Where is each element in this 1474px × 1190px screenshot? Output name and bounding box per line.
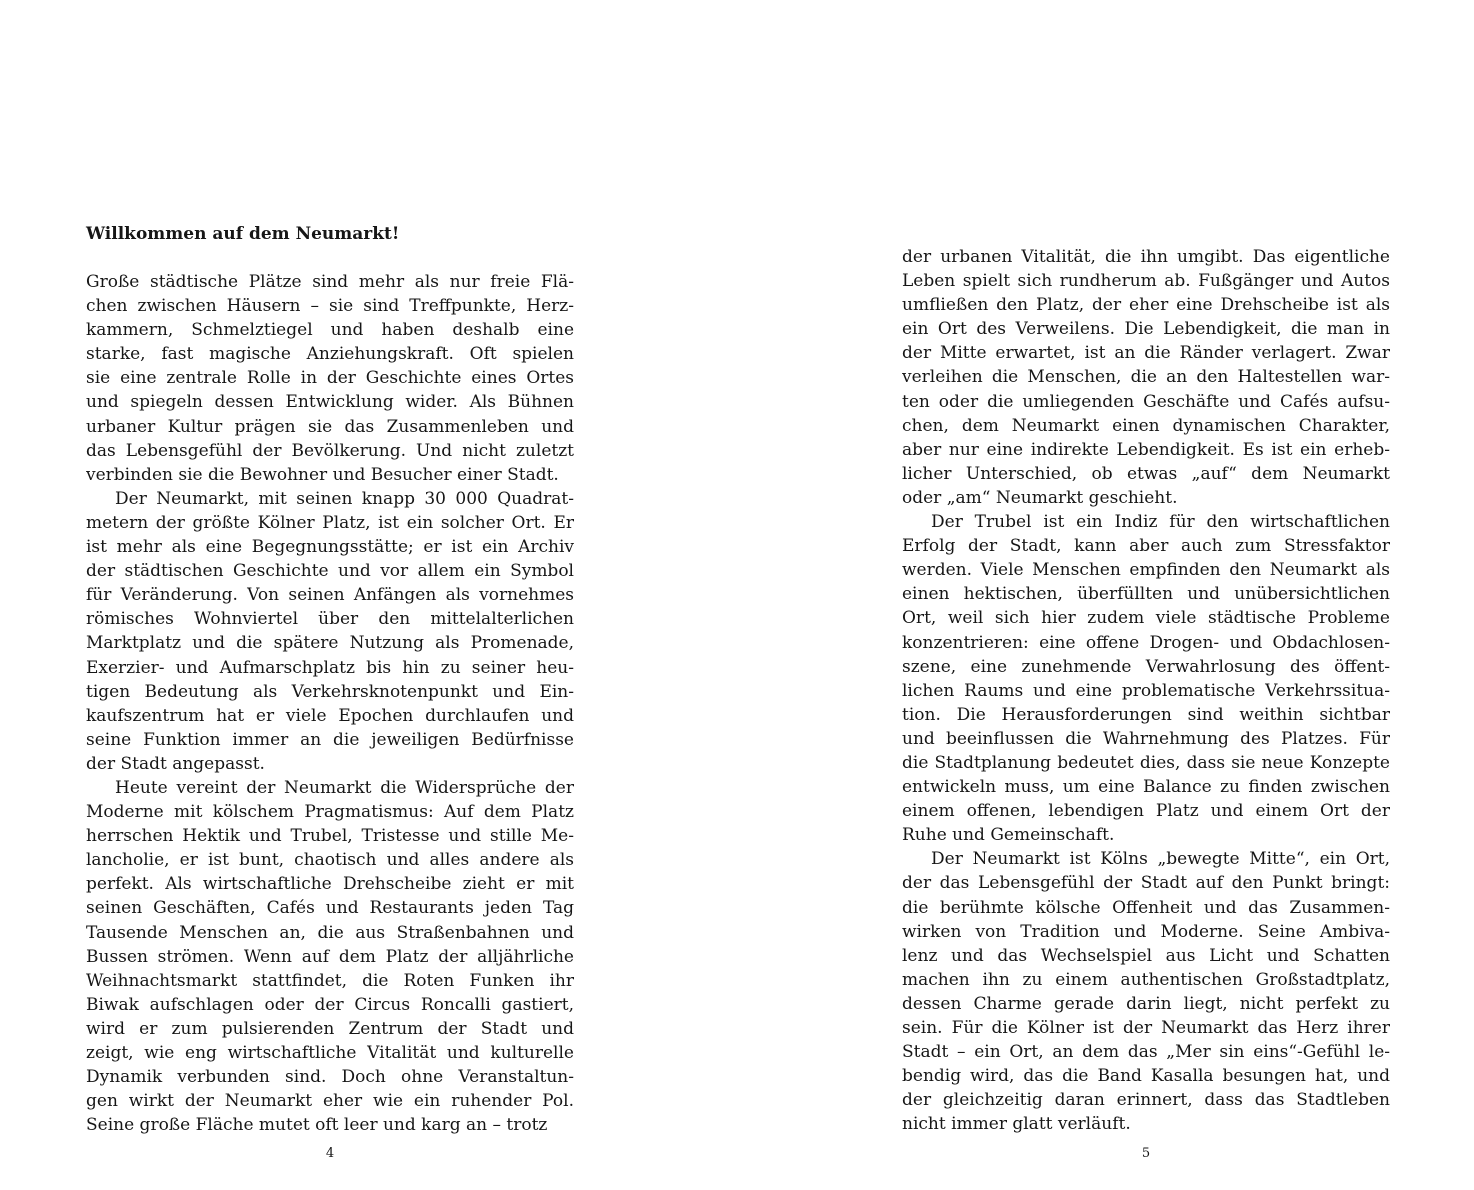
paragraph — [86, 776, 574, 1137]
text-line: Exerzier- und Aufmarschplatz bis hin zu seiner heu- — [86, 657, 574, 678]
text-line: der städtischen Geschichte und vor allem ein Symbol — [86, 561, 574, 582]
text-line: aber nur eine indirekte Lebendigkeit. Es ist ein erheb- — [902, 439, 1390, 460]
paragraph — [86, 270, 574, 487]
text-line: kammern, Schmelztiegel und haben deshalb eine — [86, 320, 574, 341]
text-line: Bussen strömen. Wenn auf dem Platz der alljährliche — [86, 946, 574, 967]
text-line: herrschen Hektik und Trubel, Tristesse und stille Me- — [86, 826, 574, 847]
text-line: szene, eine zunehmende Verwahrlosung des öffent- — [902, 656, 1390, 677]
text-line: dessen Charme gerade darin liegt, nicht perfekt zu — [902, 993, 1390, 1014]
text-line: die Stadtplanung bedeutet dies, dass sie neue Konzepte — [902, 752, 1390, 773]
text-line: umfließen den Platz, der eher eine Drehscheibe ist als — [902, 295, 1390, 316]
text-line: und spiegeln dessen Entwicklung wider. Als Bühnen — [86, 392, 574, 413]
text-line: Seine große Fläche mutet oft leer und karg an – trotz — [86, 1115, 548, 1136]
paragraph — [902, 510, 1390, 847]
text-line: entwickeln muss, um eine Balance zu finden zwischen — [902, 777, 1390, 798]
text-line: urbaner Kultur prägen sie das Zusammenleben und — [86, 416, 574, 437]
text-line: nicht immer glatt verläuft. — [902, 1114, 1131, 1135]
text-line: Erfolg der Stadt, kann aber auch zum Stressfaktor — [902, 536, 1390, 557]
text-line: Biwak aufschlagen oder der Circus Roncalli gastiert, — [86, 994, 574, 1015]
text-line: Der Neumarkt, mit seinen knapp 30 000 Quadrat- — [115, 488, 574, 509]
text-line: Moderne mit kölschem Pragmatismus: Auf dem Platz — [86, 802, 574, 823]
text-line: Marktplatz und die spätere Nutzung als Promenade, — [86, 633, 574, 654]
paragraph — [902, 245, 1390, 510]
right-page — [737, 0, 1474, 1190]
text-line: römisches Wohnviertel über den mittelalterlichen — [86, 609, 574, 630]
text-line: ten oder die umliegenden Geschäfte und Cafés aufsu- — [902, 391, 1390, 412]
text-line: oder „am“ Neumarkt geschieht. — [902, 487, 1178, 508]
text-line: lichen Raums und eine problematische Verkehrssitua- — [902, 680, 1390, 701]
text-line: chen zwischen Häusern – sie sind Treffpunkte, Herz- — [86, 296, 574, 317]
text-line: konzentrieren: eine offene Drogen- und Obdachlosen- — [902, 632, 1390, 653]
text-line: für Veränderung. Von seinen Anfängen als vornehmes — [86, 585, 574, 606]
text-line: Der Neumarkt ist Kölns „bewegte Mitte“, ein Ort, — [931, 849, 1390, 870]
chapter-heading: Willkommen auf dem Neumarkt! — [86, 224, 400, 244]
text-line: der urbanen Vitalität, die ihn umgibt. Das eigentliche — [902, 247, 1390, 267]
left-text-column — [86, 270, 574, 1137]
text-line: bendig wird, das die Band Kasalla besungen hat, und — [902, 1066, 1390, 1087]
text-line: starke, fast magische Anziehungskraft. Oft spielen — [86, 344, 574, 365]
text-line: einem offenen, lebendigen Platz und einem Ort der — [902, 801, 1390, 822]
text-line: Ruhe und Gemeinschaft. — [902, 825, 1115, 846]
text-line: einen hektischen, überfüllten und unübersichtlichen — [902, 584, 1390, 605]
text-line: der das Lebensgefühl der Stadt auf den Punkt bringt: — [902, 873, 1390, 894]
text-line: sie eine zentrale Rolle in der Geschichte eines Ortes — [86, 368, 574, 389]
text-line: kaufszentrum hat er viele Epochen durchlaufen und — [86, 705, 574, 726]
text-line: ist mehr als eine Begegnungsstätte; er ist ein Archiv — [86, 537, 574, 558]
text-line: der Mitte erwartet, ist an die Ränder verlagert. Zwar — [902, 343, 1390, 364]
text-line: Weihnachtsmarkt stattfindet, die Roten Funken ihr — [86, 970, 574, 991]
text-line: perfekt. Als wirtschaftliche Drehscheibe zieht er mit — [86, 874, 574, 895]
text-line: lenz und das Wechselspiel aus Licht und Schatten — [902, 945, 1390, 966]
text-line: verleihen die Menschen, die an den Haltestellen war- — [902, 367, 1390, 388]
text-line: machen ihn zu einem authentischen Großstadtplatz, — [902, 969, 1390, 990]
text-line: Heute vereint der Neumarkt die Widersprüche der — [115, 777, 574, 798]
text-line: sein. Für die Kölner ist der Neumarkt das Herz ihrer — [902, 1018, 1390, 1038]
text-line: werden. Viele Menschen empfinden den Neumarkt als — [902, 560, 1390, 581]
text-line: Tausende Menschen an, die aus Straßenbahnen und — [86, 922, 574, 943]
text-line: metern der größte Kölner Platz, ist ein solcher Ort. Er — [86, 512, 574, 533]
page-number-right: 5 — [1141, 1146, 1151, 1161]
text-line: das Lebensgefühl der Bevölkerung. Und nicht zuletzt — [86, 440, 574, 461]
text-line: der gleichzeitig daran erinnert, dass das Stadtleben — [902, 1090, 1390, 1111]
text-line: der Stadt angepasst. — [86, 753, 265, 774]
text-line: Der Trubel ist ein Indiz für den wirtschaftlichen — [931, 512, 1390, 533]
text-line: gen wirkt der Neumarkt eher wie ein ruhender Pol. — [86, 1091, 574, 1112]
text-line: Stadt – ein Ort, an dem das „Mer sin eins“-Gefühl le- — [902, 1042, 1390, 1063]
text-line: Große städtische Plätze sind mehr als nur freie Flä- — [86, 272, 574, 292]
text-line: und beeinflussen die Wahrnehmung des Platzes. Für — [902, 728, 1390, 749]
text-line: wird er zum pulsierenden Zentrum der Stadt und — [86, 1018, 574, 1039]
text-line: licher Unterschied, ob etwas „auf“ dem Neumarkt — [902, 463, 1390, 484]
page-number-left: 4 — [325, 1146, 335, 1161]
right-text-column — [902, 245, 1390, 1136]
text-line: zeigt, wie eng wirtschaftliche Vitalität und kulturelle — [86, 1043, 574, 1063]
text-line: tion. Die Herausforderungen sind weithin sichtbar — [902, 704, 1390, 725]
text-line: die berühmte kölsche Offenheit und das Zusammen- — [902, 897, 1390, 918]
text-line: chen, dem Neumarkt einen dynamischen Charakter, — [902, 415, 1390, 436]
paragraph — [902, 847, 1390, 1136]
text-line: wirken von Tradition und Moderne. Seine Ambiva- — [902, 921, 1390, 942]
text-line: tigen Bedeutung als Verkehrsknotenpunkt und Ein- — [86, 681, 574, 702]
text-line: lancholie, er ist bunt, chaotisch und alles andere als — [86, 850, 574, 871]
paragraph — [86, 487, 574, 776]
text-line: Ort, weil sich hier zudem viele städtische Probleme — [902, 608, 1390, 629]
text-line: seine Funktion immer an die jeweiligen Bedürfnisse — [86, 729, 574, 750]
text-line: ein Ort des Verweilens. Die Lebendigkeit, die man in — [902, 319, 1390, 340]
text-line: Leben spielt sich rundherum ab. Fußgänger und Autos — [902, 271, 1390, 292]
text-line: Dynamik verbunden sind. Doch ohne Veranstaltun- — [86, 1067, 574, 1088]
text-line: verbinden sie die Bewohner und Besucher einer Stadt. — [86, 464, 559, 485]
text-line: seinen Geschäften, Cafés und Restaurants jeden Tag — [86, 898, 574, 919]
